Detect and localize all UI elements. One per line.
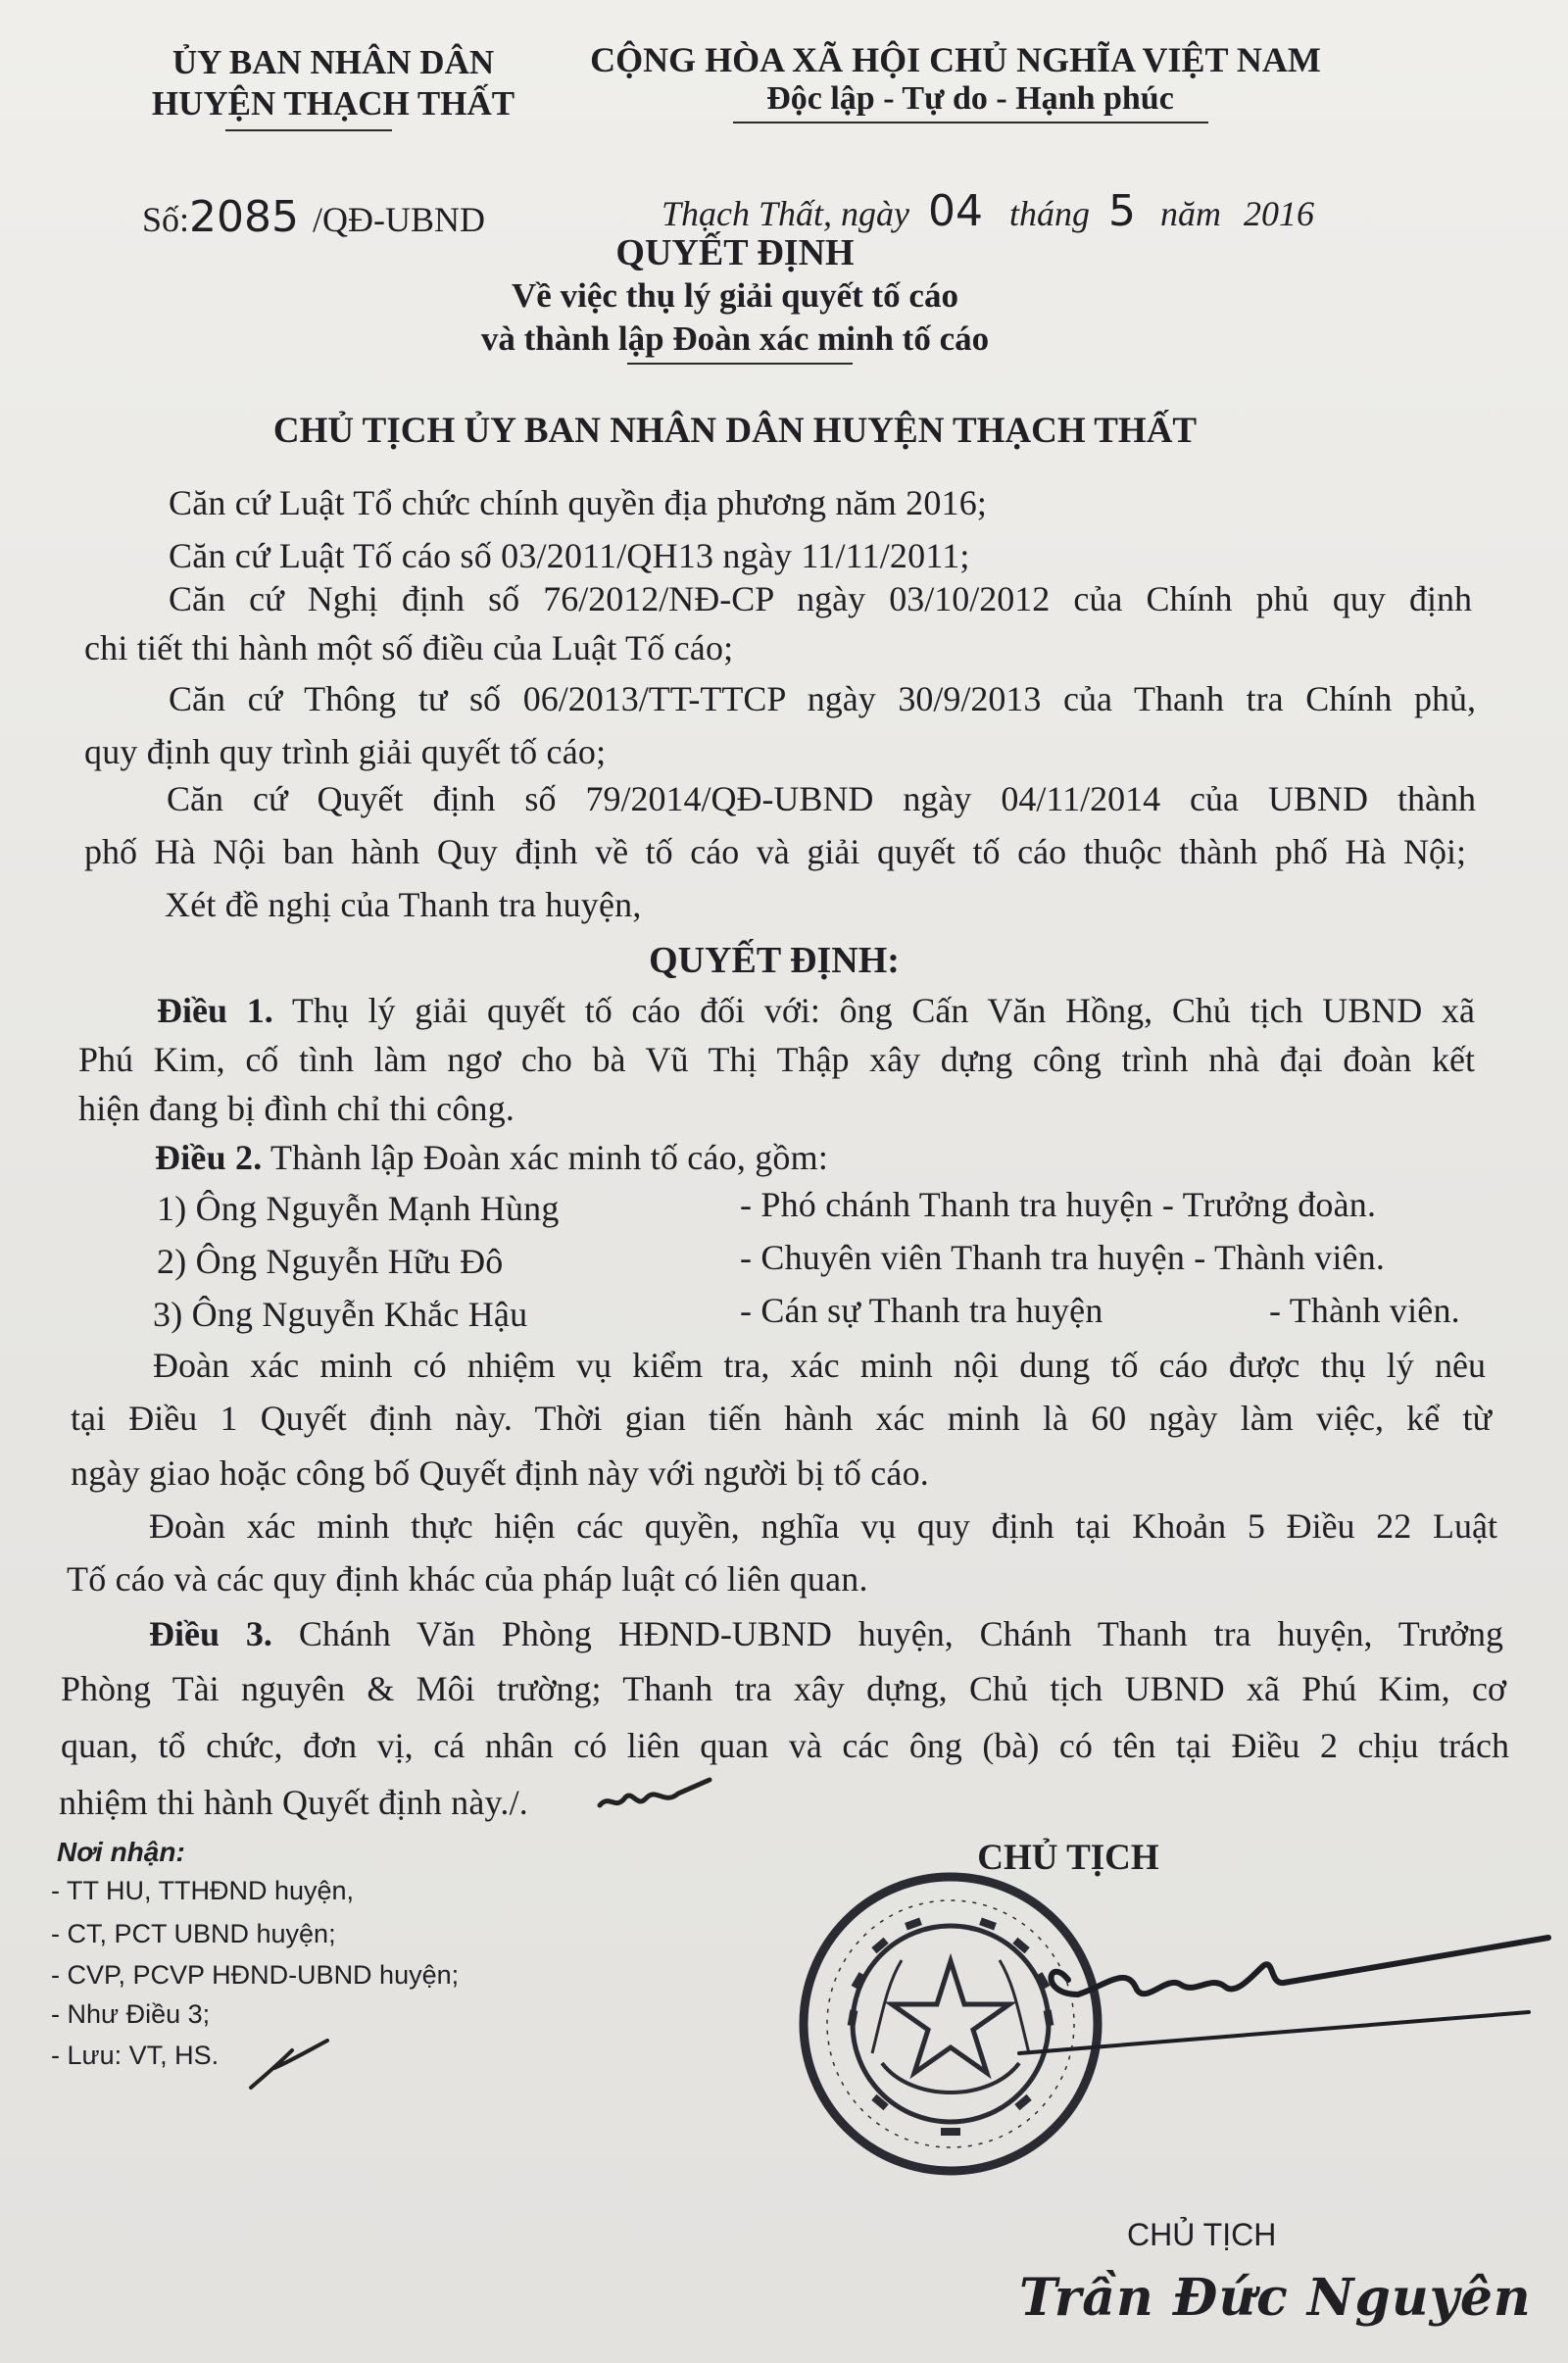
article1-text1: Thụ lý giải quyết tố cáo đối với: ông Cấn Văn Hồng, Chủ tịch UBND xã bbox=[291, 991, 1476, 1030]
article3-label: Điều 3. bbox=[149, 1614, 272, 1653]
member-role: - Chuyên viên Thanh tra huyện - Thành viên. bbox=[740, 1238, 1386, 1277]
recipient-item: - TT HU, TTHĐND huyện, bbox=[51, 1876, 355, 1905]
basis-line-7: Căn cứ Quyết định số 79/2014/QĐ-UBND ngày 04/11/2014 của UBND thành bbox=[167, 779, 1476, 818]
member-name: 3) Ông Nguyễn Khắc Hậu bbox=[153, 1295, 528, 1334]
member-name: 2) Ông Nguyễn Hữu Đô bbox=[157, 1242, 504, 1281]
basis-line-5: Căn cứ Thông tư số 06/2013/TT-TTCP ngày 30/9/2013 của Thanh tra Chính phủ, bbox=[169, 679, 1476, 718]
document-subject-line2: và thành lập Đoàn xác minh tố cáo bbox=[480, 320, 990, 358]
title-underline bbox=[627, 363, 853, 365]
issue-date bbox=[662, 186, 1314, 236]
date-year-label: năm bbox=[1160, 194, 1222, 233]
basis-line-6: quy định quy trình giải quyết tố cáo; bbox=[84, 732, 607, 771]
article3-line1 bbox=[149, 1613, 1503, 1654]
basis-line-2: Căn cứ Luật Tố cáo số 03/2011/QH13 ngày 11/11/2011; bbox=[169, 536, 970, 575]
article2-intro bbox=[155, 1137, 828, 1178]
article3-line2: Phòng Tài nguyên & Môi trường; Thanh tra xây dựng, Chủ tịch UBND xã Phú Kim, cơ bbox=[61, 1669, 1506, 1708]
article1-line2: Phú Kim, cố tình làm ngơ cho bà Vũ Thị Thập xây dựng công trình nhà đại đoàn kết bbox=[78, 1040, 1475, 1079]
article1-line3: hiện đang bị đình chỉ thi công. bbox=[78, 1089, 515, 1128]
article2-label: Điều 2. bbox=[155, 1138, 263, 1177]
signatory-name: Trần Đức Nguyên bbox=[1019, 2268, 1532, 2328]
date-year: 2016 bbox=[1244, 194, 1315, 233]
article1-line1 bbox=[157, 990, 1475, 1031]
basis-line-9: Xét đề nghị của Thanh tra huyện, bbox=[165, 885, 642, 924]
recipient-item: - CVP, PCVP HĐND-UBND huyện; bbox=[51, 1960, 460, 1990]
article2-para2-line2: Tố cáo và các quy định khác của pháp luật có liên quan. bbox=[67, 1559, 868, 1599]
member-role: - Cán sự Thanh tra huyện bbox=[740, 1291, 1103, 1330]
recipients-title: Nơi nhận: bbox=[57, 1837, 185, 1867]
article2-para1-line1: Đoàn xác minh có nhiệm vụ kiểm tra, xác minh nội dung tố cáo được thụ lý nêu bbox=[153, 1346, 1486, 1385]
decision-heading: QUYẾT ĐỊNH: bbox=[649, 940, 900, 981]
initial-scribble-icon bbox=[596, 1772, 713, 1821]
date-month: 5 bbox=[1108, 186, 1137, 236]
signature-title: CHỦ TỊCH bbox=[977, 1838, 1159, 1878]
number-value: 2085 bbox=[189, 192, 300, 242]
article2-intro-text: Thành lập Đoàn xác minh tố cáo, gồm: bbox=[270, 1138, 829, 1177]
article2-para1-line2: tại Điều 1 Quyết định này. Thời gian tiến hành xác minh là 60 ngày làm việc, kể từ bbox=[71, 1399, 1492, 1438]
article3-line4: nhiệm thi hành Quyết định này./. bbox=[59, 1783, 528, 1822]
article1-label: Điều 1. bbox=[157, 991, 273, 1030]
article2-para1-line3: ngày giao hoặc công bố Quyết định này với người bị tố cáo. bbox=[71, 1453, 930, 1493]
recipient-item: - CT, PCT UBND huyện; bbox=[51, 1919, 336, 1948]
number-suffix: /QĐ-UBND bbox=[313, 200, 486, 239]
member-role: - Phó chánh Thanh tra huyện - Trưởng đoàn. bbox=[740, 1185, 1377, 1224]
issuer-line2: HUYỆN THẠCH THẤT bbox=[151, 84, 515, 123]
date-day: 04 bbox=[928, 186, 984, 236]
document-title: QUYẾT ĐỊNH bbox=[615, 232, 855, 273]
basis-line-8: phố Hà Nội ban hành Quy định về tố cáo và giải quyết tố cáo thuộc thành phố Hà Nội; bbox=[84, 832, 1466, 871]
document-subject-line1: Về việc thụ lý giải quyết tố cáo bbox=[512, 276, 958, 315]
archive-initial-icon bbox=[245, 2029, 333, 2097]
date-month-label: tháng bbox=[1009, 194, 1091, 233]
number-prefix: Số: bbox=[142, 200, 190, 239]
member-role-2: - Thành viên. bbox=[1269, 1291, 1460, 1330]
motto-underline bbox=[733, 122, 1208, 123]
recipient-item: - Lưu: VT, HS. bbox=[51, 2041, 220, 2070]
article3-line3: quan, tổ chức, đơn vị, cá nhân có liên quan và các ông (bà) có tên tại Điều 2 chịu trách bbox=[61, 1726, 1509, 1765]
basis-line-1: Căn cứ Luật Tổ chức chính quyền địa phương năm 2016; bbox=[169, 483, 988, 522]
member-name: 1) Ông Nguyễn Mạnh Hùng bbox=[157, 1189, 560, 1228]
issuing-authority: CHỦ TỊCH ỦY BAN NHÂN DÂN HUYỆN THẠCH THẤT bbox=[272, 411, 1198, 451]
basis-line-3: Căn cứ Nghị định số 76/2012/NĐ-CP ngày 03/10/2012 của Chính phủ quy định bbox=[169, 579, 1472, 618]
national-title: CỘNG HÒA XÃ HỘI CHỦ NGHĨA VIỆT NAM bbox=[590, 40, 1321, 79]
basis-line-4: chi tiết thi hành một số điều của Luật Tố cáo; bbox=[84, 628, 734, 667]
recipient-item: - Như Điều 3; bbox=[51, 1999, 211, 2029]
date-place: Thạch Thất, ngày bbox=[662, 194, 910, 233]
signature-scribble-icon bbox=[980, 1906, 1568, 2078]
issuer-line1: ỦY BAN NHÂN DÂN bbox=[172, 43, 495, 81]
article3-text1: Chánh Văn Phòng HĐND-UBND huyện, Chánh Thanh tra huyện, Trưởng bbox=[298, 1614, 1504, 1653]
national-motto: Độc lập - Tự do - Hạnh phúc bbox=[766, 80, 1174, 117]
signature-title-small: CHỦ TỊCH bbox=[1127, 2217, 1277, 2252]
document-number bbox=[142, 192, 485, 242]
article2-para2-line1: Đoàn xác minh thực hiện các quyền, nghĩa vụ quy định tại Khoản 5 Điều 22 Luật bbox=[149, 1506, 1497, 1546]
issuer-underline bbox=[225, 129, 392, 131]
